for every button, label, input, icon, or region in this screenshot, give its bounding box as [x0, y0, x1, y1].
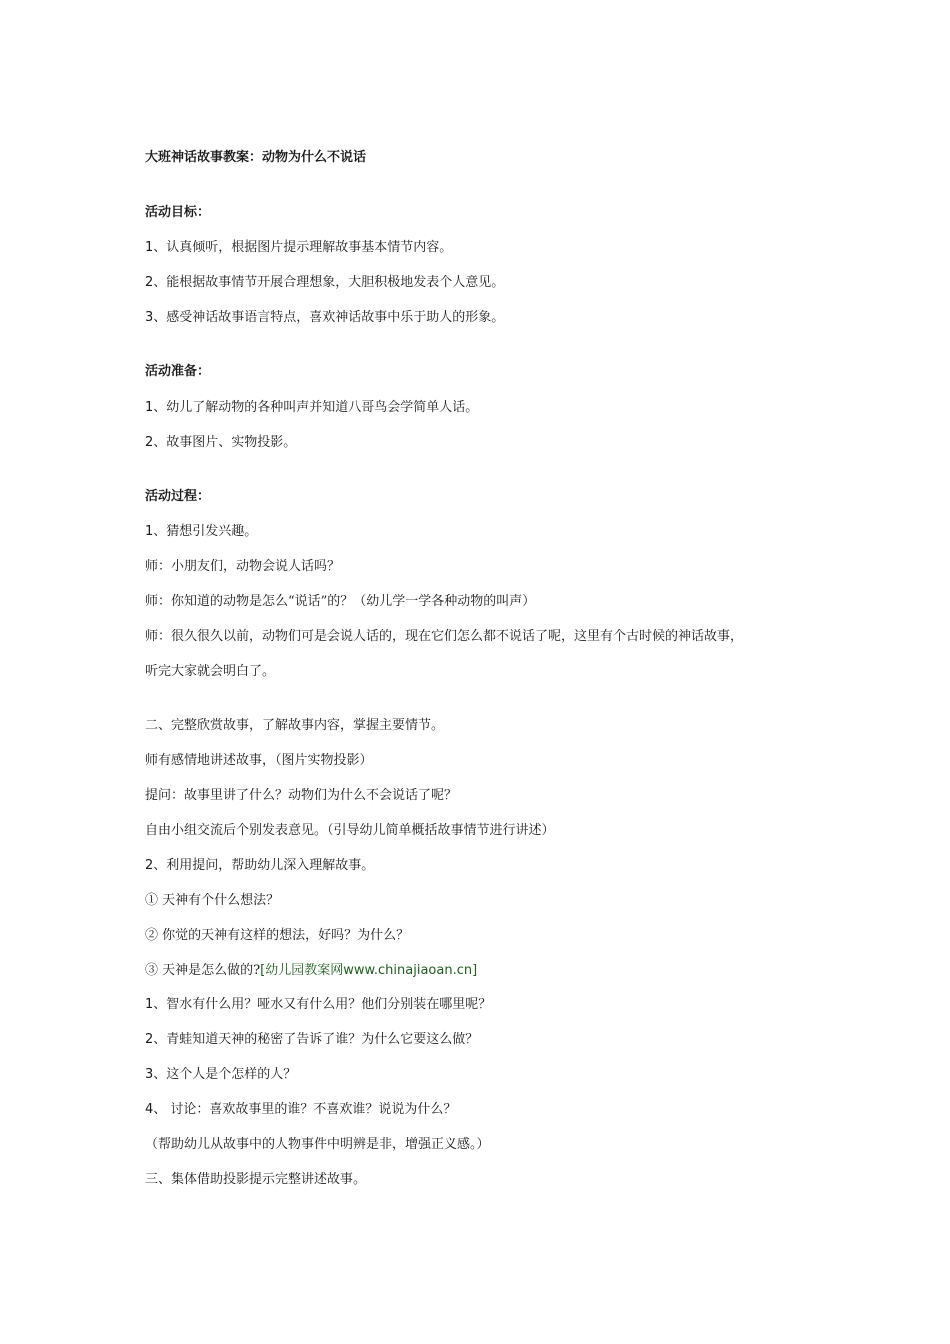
goals-heading: 活动目标： — [145, 205, 211, 220]
question-item-4: 4、 讨论：喜欢故事里的谁？不喜欢谁？说说为什么？ — [145, 1102, 457, 1117]
question-item-3: 3、这个人是个怎样的人？ — [145, 1067, 297, 1082]
process-line-4: 听完大家就会明白了。 — [145, 664, 276, 679]
goal-item-3: 3、感受神话故事语言特点，喜欢神话故事中乐于助人的形象。 — [145, 310, 505, 325]
section-2-line-b: 提问：故事里讲了什么？动物们为什么不会说话了呢？ — [145, 788, 458, 803]
prep-item-2: 2、故事图片、实物投影。 — [145, 435, 297, 450]
circle-question-3: ③ 天神是怎么做的?[幼儿园教案网www.chinajiaoan.cn] — [145, 963, 478, 978]
prep-heading: 活动准备： — [145, 364, 211, 379]
section-2-line-c: 自由小组交流后个别发表意见。（引导幼儿简单概括故事情节进行讲述） — [145, 823, 555, 838]
site-link[interactable]: [幼儿园教案网www.chinajiaoan.cn] — [260, 963, 478, 978]
section-2: 二、完整欣赏故事，了解故事内容，掌握主要情节。 — [145, 718, 445, 733]
question-item-2: 2、青蛙知道天神的秘密了告诉了谁？为什么它要这么做？ — [145, 1032, 479, 1047]
process-line-1: 师：小朋友们，动物会说人话吗？ — [145, 559, 341, 574]
section-3: 三、集体借助投影提示完整讲述故事。 — [145, 1172, 367, 1187]
process-step-2: 2、利用提问，帮助幼儿深入理解故事。 — [145, 858, 375, 873]
circle-question-1: ① 天神有个什么想法？ — [145, 893, 280, 908]
process-step-1: 1、猜想引发兴趣。 — [145, 524, 258, 539]
prep-item-1: 1、幼儿了解动物的各种叫声并知道八哥鸟会学简单人话。 — [145, 400, 479, 415]
discussion-note: （帮助幼儿从故事中的人物事件中明辨是非，增强正义感。） — [145, 1137, 490, 1152]
doc-title: 大班神话故事教案：动物为什么不说话 — [145, 150, 367, 165]
process-line-3: 师：很久很久以前，动物们可是会说人话的，现在它们怎么都不说话了呢，这里有个古时候的神话故事， — [145, 629, 744, 644]
process-heading: 活动过程： — [145, 489, 211, 504]
goal-item-1: 1、认真倾听，根据图片提示理解故事基本情节内容。 — [145, 240, 453, 255]
process-line-2: 师：你知道的动物是怎么“说话”的？（幼儿学一学各种动物的叫声） — [145, 594, 536, 609]
goal-item-2: 2、能根据故事情节开展合理想象，大胆积极地发表个人意见。 — [145, 275, 505, 290]
question-item-1: 1、智水有什么用？哑水又有什么用？他们分别装在哪里呢？ — [145, 997, 492, 1012]
circle-question-2: ② 你觉的天神有这样的想法，好吗？为什么？ — [145, 928, 410, 943]
section-2-line-a: 师有感情地讲述故事，（图片实物投影） — [145, 753, 373, 768]
